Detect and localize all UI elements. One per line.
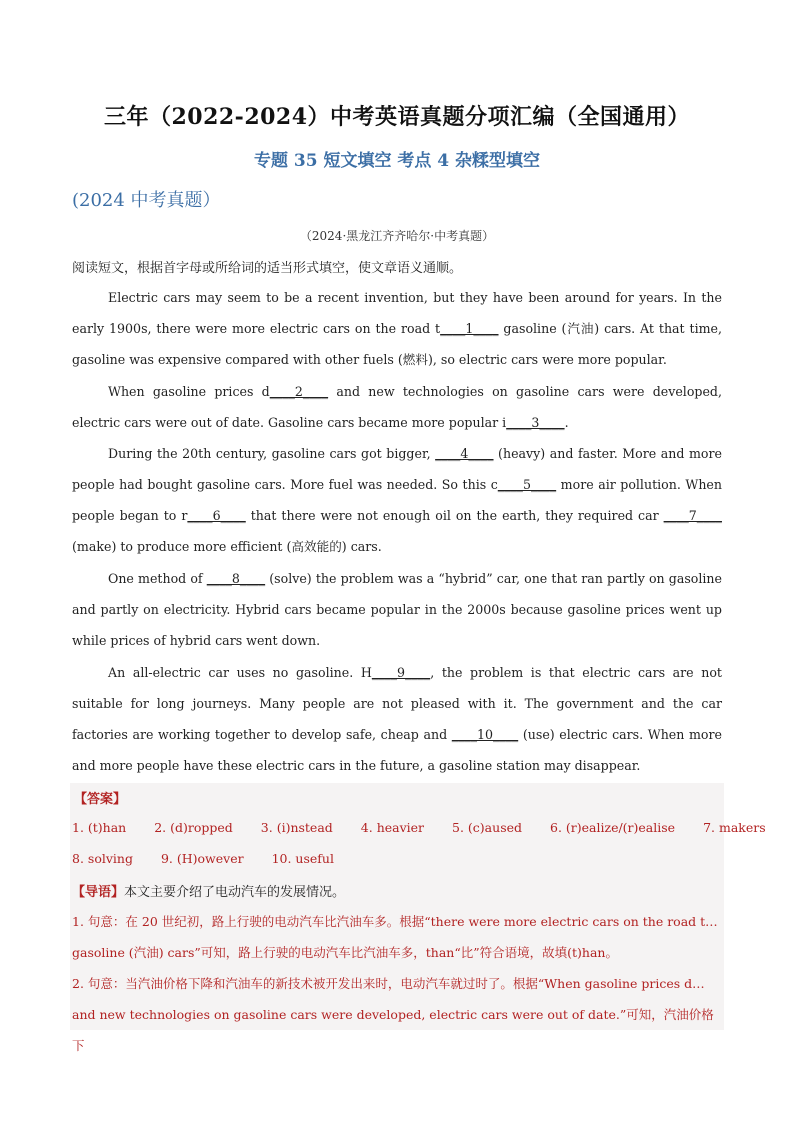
passage-paragraph-1: Electric cars may seem to be a recent invention, but they have been around for years. In the early 1900s, there were more electric cars on the road t____1____ gasoline (汽油) cars. At that time, gasoline was expensive compared with other fuels (燃料), so electric cars were more popular. [72,290,723,367]
answer-item: 1. (t)han [72,820,127,835]
answer-item: 2. (d)ropped [154,820,233,835]
blank-6: ____6____ [187,508,246,523]
blank-4: ____4____ [435,446,494,461]
answer-label: 【答案】 [74,792,127,807]
blank-7: ____7____ [663,508,722,523]
passage-paragraph-5: An all-electric car uses no gasoline. H____9____, the problem is that electric cars are not suitable for long journeys. Many people are not pleased with it. The government and the car factories are working together to develop safe, cheap and ____10____ (use) electric cars. When more and more people have these electric cars in the future, a gasoline station may disappear. [72,657,722,781]
guide-tag: 【导语】 [72,885,125,900]
blank-2: ____2____ [269,384,329,399]
answer-item: 3. (i)nstead [260,820,333,835]
blank-3: ____3____ [506,415,565,430]
question-instruction: 阅读短文，根据首字母或所给词的适当形式填空，使文章语义通顺。 [72,261,463,276]
blank-5: ____5____ [497,477,557,492]
answer-item: 7. makers [703,820,766,835]
blank-10: ____10____ [451,727,519,742]
answer-row-1 [72,820,766,835]
answer-item: 5. (c)aused [452,820,523,835]
passage-paragraph-4: One method of ____8____ (solve) the problem was a “hybrid” car, one that ran partly on gasoline and partly on electricity. Hybrid cars became popular in the 2000s because gasoline prices went up while prices of hybrid cars went down. [72,563,722,656]
blank-9: ____9____ [371,665,431,680]
passage-paragraph-3: During the 20th century, gasoline cars got bigger, ____4____ (heavy) and faster. More and more people had bought gasoline cars. More fuel was needed. So this c____5____ more air pollution. When people began to r____6____ that there were not enough oil on the earth, they required car ____7____ (make) to produce more efficient (高效能的) cars. [72,438,722,562]
guide-text: 本文主要介绍了电动汽车的发展情况。 [124,885,346,900]
question-source: （2024·黑龙江齐齐哈尔·中考真题） [299,229,495,243]
answer-row-2 [72,851,362,866]
explanation-1: 1. 句意：在 20 世纪初，路上行驶的电动汽车比汽油车多。根据“there were more electric cars on the road t… gasoline (汽油) cars”可知，路上行驶的电动汽车比汽油车多，than“比”符合语境，故填(t)han。 [72,914,718,960]
blank-8: ____8____ [206,571,266,586]
explanation-2: 2. 句意：当汽油价格下降和汽油车的新技术被开发出来时，电动汽车就过时了。根据“When gasoline prices d…and new technologies on gasoline cars were developed, electric cars were out of date.”可知，汽油价格下 [72,976,714,1053]
document-title: 三年（2022-2024）中考英语真题分项汇编（全国通用） [103,104,691,130]
passage-paragraph-2: When gasoline prices d____2____ and new technologies on gasoline cars were developed, electric cars were out of date. Gasoline cars became more popular i____3____. [72,376,722,438]
section-heading: (2024 中考真题） [72,190,221,211]
topic-subtitle: 专题 35 短文填空 考点 4 杂糅型填空 [253,151,541,171]
answer-item: 8. solving [72,851,133,866]
blank-1: ____1____ [440,321,499,336]
answer-item: 10. useful [271,851,334,866]
guide-line [72,881,345,900]
answer-item: 4. heavier [360,820,425,835]
answer-item: 6. (r)ealize/(r)ealise [550,820,676,835]
answer-item: 9. (H)owever [160,851,244,866]
